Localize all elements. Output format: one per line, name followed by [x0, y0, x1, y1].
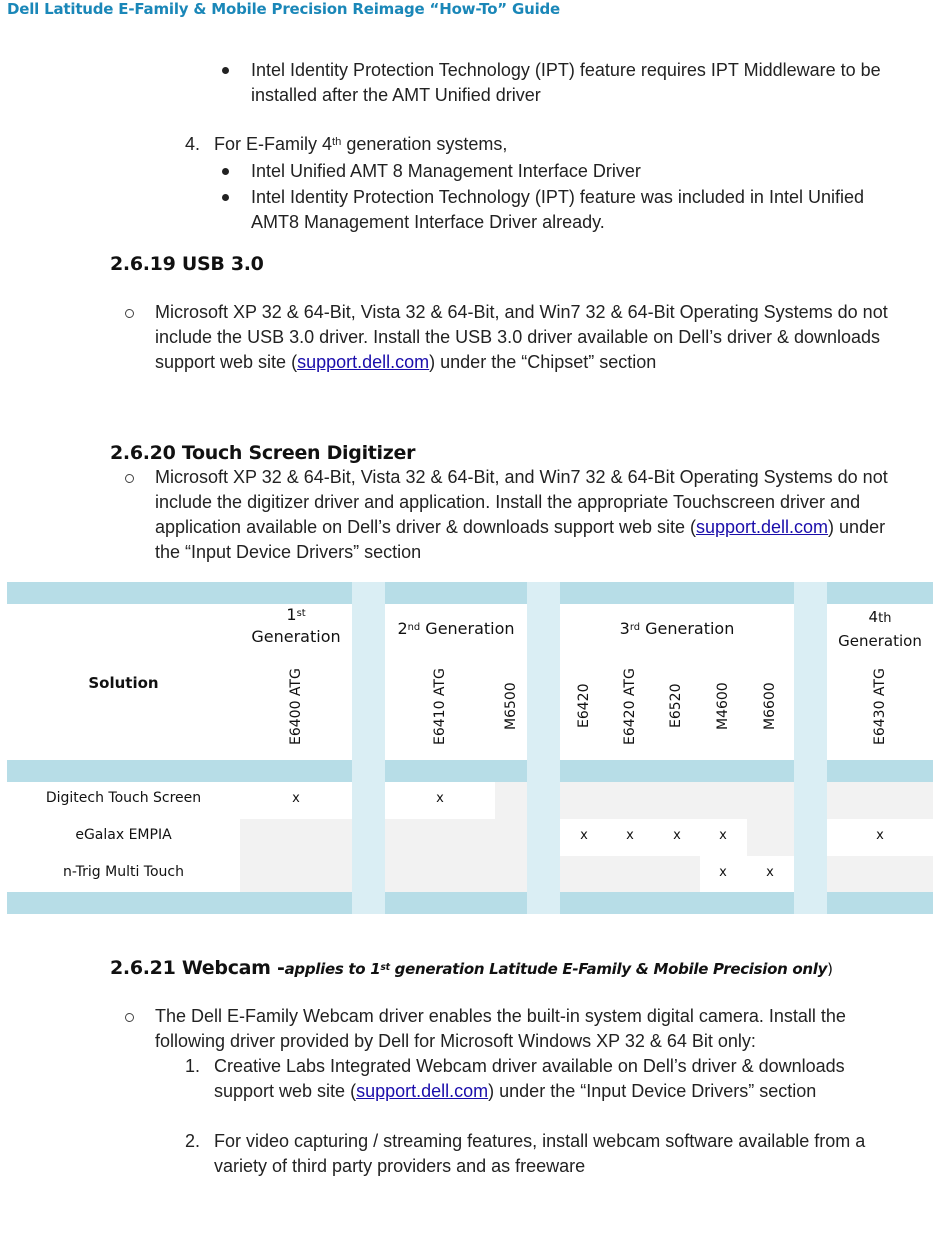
usb-text-line3: support web site (support.dell.com) under the “Chipset” section — [155, 352, 657, 372]
list-item-4-number: 4. — [185, 134, 201, 154]
empty-cell — [560, 782, 794, 819]
table-row-label: Digitech Touch Screen — [45, 790, 202, 806]
empty-cell — [747, 819, 794, 856]
empty-cell — [495, 782, 527, 819]
webcam-text-line1: The Dell E-Family Webcam driver enables the built-in system digital camera. Install the — [155, 1006, 846, 1026]
empty-cell — [240, 819, 352, 892]
solution-header: Solution — [88, 674, 159, 692]
check-mark: x — [673, 828, 681, 843]
circle-bullet-icon — [125, 474, 134, 483]
empty-cell — [560, 856, 700, 892]
ipt-included-line1: Intel Identity Protection Technology (IPT) feature was included in Intel Unified — [251, 187, 865, 207]
touch-text-line2: include the digitizer driver and application. Install the appropriate Touchscreen driver and — [155, 492, 861, 512]
webcam-item-2-number: 2. — [185, 1131, 201, 1151]
circle-bullet-icon — [125, 309, 134, 318]
gen4-header: 4th Generation — [838, 608, 922, 650]
circle-bullet-icon — [125, 1013, 134, 1022]
touch-text-line3: application available on Dell’s driver & downloads support web site (support.dell.com) under — [155, 517, 886, 537]
model-header-e6400-atg: E6400 ATG — [288, 668, 304, 745]
empty-cell — [827, 856, 933, 892]
model-header-e6520: E6520 — [668, 683, 684, 728]
empty-cell — [827, 782, 933, 819]
ipt-bullet-line1: Intel Identity Protection Technology (IPT) feature requires IPT Middleware to be — [251, 60, 881, 80]
support-link[interactable]: support.dell.com — [297, 352, 430, 372]
model-header-e6420-atg: E6420 ATG — [622, 668, 638, 745]
gen2-header: 2nd Generation — [397, 619, 515, 638]
gen1-header: 1st Generation — [251, 605, 341, 646]
model-header-m6500: M6500 — [503, 682, 519, 730]
ipt-bullet-line2: installed after the AMT Unified driver — [251, 85, 541, 105]
gen3-header: 3rd Generation — [619, 619, 735, 638]
empty-cell — [385, 819, 527, 892]
webcam-item-2-line1: For video capturing / streaming features, install webcam software available from a — [214, 1131, 866, 1151]
touch-text-line4: the “Input Device Drivers” section — [155, 542, 422, 562]
section-heading-touch: 2.6.20 Touch Screen Digitizer — [110, 442, 416, 464]
webcam-text-line2: following driver provided by Dell for Microsoft Windows XP 32 & 64 Bit only: — [155, 1031, 756, 1051]
touch-text-line1: Microsoft XP 32 & 64-Bit, Vista 32 & 64-Bit, and Win7 32 & 64-Bit Operating Systems do not — [155, 467, 888, 487]
bullet-icon — [222, 194, 229, 201]
usb-text-line2: include the USB 3.0 driver. Install the USB 3.0 driver available on Dell’s driver & downloads — [155, 327, 881, 347]
column-separator — [352, 582, 385, 914]
check-mark: x — [719, 865, 727, 880]
section-heading-usb: 2.6.19 USB 3.0 — [110, 253, 264, 275]
list-item-4-text: For E-Family 4th generation systems, — [214, 134, 508, 154]
bullet-icon — [222, 67, 229, 74]
support-link[interactable]: support.dell.com — [356, 1081, 489, 1101]
bullet-icon — [222, 168, 229, 175]
usb-text-line1: Microsoft XP 32 & 64-Bit, Vista 32 & 64-Bit, and Win7 32 & 64-Bit Operating Systems do not — [155, 302, 888, 322]
support-link[interactable]: support.dell.com — [695, 517, 829, 537]
table-row-label: eGalax EMPIA — [75, 827, 172, 843]
model-header-m6600: M6600 — [762, 682, 778, 730]
webcam-item-1-line1: Creative Labs Integrated Webcam driver available on Dell’s driver & downloads — [214, 1056, 845, 1076]
check-mark: x — [876, 828, 884, 843]
check-mark: x — [292, 791, 300, 806]
model-header-e6410-atg: E6410 ATG — [432, 668, 448, 745]
webcam-item-1-line2: support web site (support.dell.com) under the “Input Device Drivers” section — [214, 1081, 817, 1101]
ipt-included-line2: AMT8 Management Interface Driver already. — [251, 212, 605, 232]
check-mark: x — [436, 791, 444, 806]
webcam-item-2-line2: variety of third party providers and as freeware — [214, 1156, 586, 1176]
column-separator — [527, 582, 560, 914]
section-heading-webcam: 2.6.21 Webcam -applies to 1st generation Latitude E-Family & Mobile Precision only) — [110, 957, 833, 979]
check-mark: x — [766, 865, 774, 880]
touch-solution-table — [7, 582, 933, 914]
model-header-m4600: M4600 — [715, 682, 731, 730]
webcam-item-1-number: 1. — [185, 1056, 201, 1076]
model-header-e6420: E6420 — [576, 683, 592, 728]
check-mark: x — [580, 828, 588, 843]
amt8-bullet: Intel Unified AMT 8 Management Interface Driver — [251, 161, 641, 181]
check-mark: x — [626, 828, 634, 843]
column-separator — [794, 582, 827, 914]
table-row-label: n-Trig Multi Touch — [63, 864, 184, 880]
model-header-e6430-atg: E6430 ATG — [872, 668, 888, 745]
check-mark: x — [719, 828, 727, 843]
document-header-title: Dell Latitude E-Family & Mobile Precision Reimage “How-To” Guide — [7, 0, 561, 18]
